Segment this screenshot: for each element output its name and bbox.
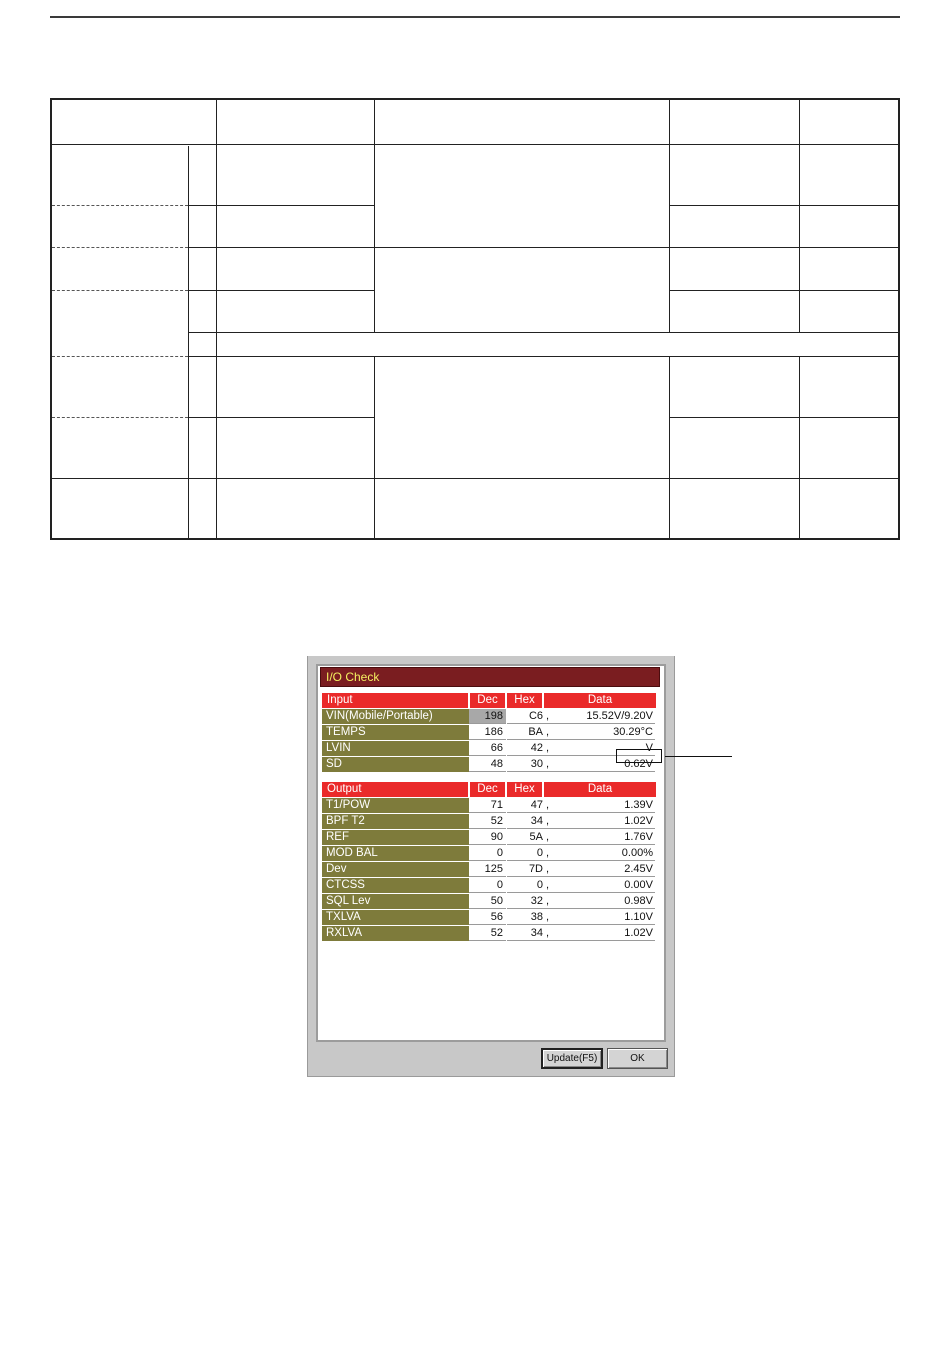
table-column-divider <box>374 100 375 333</box>
table-row-divider-dashed <box>52 356 188 357</box>
output-label: T1/POW <box>322 798 469 813</box>
output-data: 1.02V <box>545 814 655 829</box>
output-row <box>322 846 656 861</box>
input-row <box>322 757 656 772</box>
input-hex: 30 <box>507 757 545 772</box>
separator: , <box>546 847 550 859</box>
output-row <box>322 894 656 909</box>
output-data: 0.98V <box>545 894 655 909</box>
table-row-divider <box>188 356 898 357</box>
table-row-divider <box>669 205 898 206</box>
output-dec: 52 <box>469 814 506 829</box>
output-row <box>322 910 656 925</box>
ok-button[interactable]: OK <box>607 1048 668 1069</box>
output-hex: 5A <box>507 830 545 845</box>
separator: , <box>546 758 550 770</box>
input-hex: C6 <box>507 709 545 724</box>
separator: , <box>546 911 550 923</box>
output-label: RXLVA <box>322 926 469 941</box>
table-column-divider <box>374 357 375 538</box>
input-data: V <box>545 741 655 756</box>
output-hex: 0 <box>507 846 545 861</box>
callout-line <box>665 756 732 757</box>
output-hex: 0 <box>507 878 545 893</box>
table-row-divider <box>188 205 374 206</box>
separator: , <box>546 879 550 891</box>
output-header-name: Output <box>322 782 468 797</box>
table-row-divider <box>188 290 374 291</box>
separator: , <box>546 815 550 827</box>
input-data: 15.52V/9.20V <box>545 709 655 724</box>
output-dec: 71 <box>469 798 506 813</box>
input-dec: 66 <box>469 741 506 756</box>
output-hex: 34 <box>507 814 545 829</box>
input-header-dec: Dec <box>470 693 505 708</box>
input-hex: 42 <box>507 741 545 756</box>
input-dec: 186 <box>469 725 506 740</box>
output-header-data: Data <box>544 782 656 797</box>
table-row-divider <box>669 417 898 418</box>
table-row-divider <box>188 417 374 418</box>
separator: , <box>546 710 550 722</box>
table-column-divider <box>799 357 800 538</box>
output-dec: 0 <box>469 878 506 893</box>
separator: , <box>546 895 550 907</box>
separator: , <box>546 726 550 738</box>
input-label: VIN(Mobile/Portable) <box>322 709 469 724</box>
separator: , <box>546 831 550 843</box>
title-bar <box>320 667 660 687</box>
output-header-dec: Dec <box>470 782 505 797</box>
output-label: SQL Lev <box>322 894 469 909</box>
table-row-divider <box>52 144 898 145</box>
output-data: 0.00V <box>545 878 655 893</box>
table-row-divider <box>52 478 898 479</box>
input-row <box>322 725 656 740</box>
separator: , <box>546 799 550 811</box>
io-check-window <box>307 656 675 1077</box>
input-header-data: Data <box>544 693 656 708</box>
output-row <box>322 814 656 829</box>
separator: , <box>546 927 550 939</box>
output-hex: 32 <box>507 894 545 909</box>
input-hex: BA <box>507 725 545 740</box>
output-label: Dev <box>322 862 469 877</box>
input-dec[interactable]: 198 <box>469 709 506 724</box>
output-hex: 7D <box>507 862 545 877</box>
table-row-divider <box>188 247 898 248</box>
table-row-divider <box>188 332 898 333</box>
input-row <box>322 709 656 724</box>
separator: , <box>546 863 550 875</box>
output-row <box>322 926 656 941</box>
output-hex: 34 <box>507 926 545 941</box>
output-data: 1.10V <box>545 910 655 925</box>
table-row-divider-dashed <box>52 417 188 418</box>
output-label: BPF T2 <box>322 814 469 829</box>
output-row <box>322 878 656 893</box>
output-row <box>322 830 656 845</box>
input-data: 30.29°C <box>545 725 655 740</box>
output-data: 2.45V <box>545 862 655 877</box>
output-header-hex: Hex <box>507 782 542 797</box>
window-title: I/O Check <box>326 670 380 684</box>
input-header-hex: Hex <box>507 693 542 708</box>
io-check-panel <box>316 664 666 1042</box>
input-dec: 48 <box>469 757 506 772</box>
table-column-divider <box>669 357 670 538</box>
separator: , <box>546 742 550 754</box>
output-data: 0.00% <box>545 846 655 861</box>
output-data: 1.02V <box>545 926 655 941</box>
output-row <box>322 862 656 877</box>
page-top-rule <box>50 16 900 18</box>
lvin-data-highlight-box <box>616 749 662 763</box>
input-data: 0.62V <box>545 757 655 772</box>
input-label: LVIN <box>322 741 469 756</box>
output-dec: 56 <box>469 910 506 925</box>
output-data: 1.39V <box>545 798 655 813</box>
table-column-divider <box>799 100 800 333</box>
input-header-name: Input <box>322 693 468 708</box>
output-dec: 125 <box>469 862 506 877</box>
output-row <box>322 798 656 813</box>
output-dec: 50 <box>469 894 506 909</box>
output-label: MOD BAL <box>322 846 469 861</box>
table-row-divider-dashed <box>52 290 188 291</box>
output-dec: 52 <box>469 926 506 941</box>
input-label: SD <box>322 757 469 772</box>
output-data: 1.76V <box>545 830 655 845</box>
output-label: CTCSS <box>322 878 469 893</box>
output-label: REF <box>322 830 469 845</box>
output-hex: 47 <box>507 798 545 813</box>
update-button[interactable]: Update(F5) <box>541 1048 603 1069</box>
table-row-divider <box>669 290 898 291</box>
input-label: TEMPS <box>322 725 469 740</box>
table-column-divider <box>216 100 217 538</box>
table-row-divider-dashed <box>52 205 188 206</box>
input-row <box>322 741 656 756</box>
output-label: TXLVA <box>322 910 469 925</box>
table-column-divider <box>669 100 670 333</box>
table-row-divider-dashed <box>52 247 188 248</box>
output-dec: 0 <box>469 846 506 861</box>
spec-table <box>50 98 900 540</box>
output-hex: 38 <box>507 910 545 925</box>
output-dec: 90 <box>469 830 506 845</box>
